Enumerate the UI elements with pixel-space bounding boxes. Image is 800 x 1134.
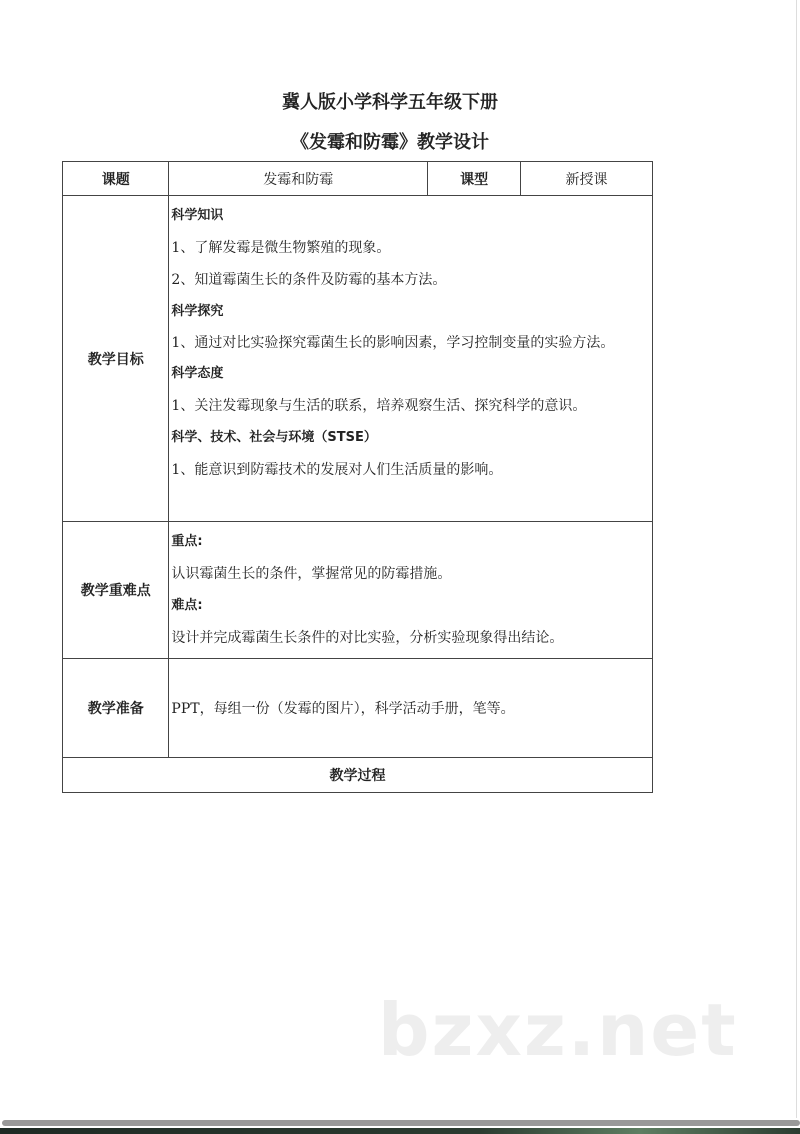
lesson-plan-table (62, 161, 653, 793)
goals-content (169, 196, 653, 522)
table-row (63, 196, 653, 522)
goals-heading: 科学知识 (171, 208, 224, 223)
prep-label: 教学准备 (63, 659, 169, 758)
process-label: 教学过程 (63, 758, 653, 793)
desktop-background (0, 1128, 800, 1134)
prep-value: PPT，每组一份（发霉的图片），科学活动手册，笔等。 (169, 659, 653, 758)
type-label: 课型 (428, 162, 521, 196)
key-points-label: 教学重难点 (63, 522, 169, 659)
goals-heading: 科学态度 (171, 366, 224, 381)
goals-label: 教学目标 (63, 196, 169, 522)
goals-item: 1、关注发霉现象与生活的联系，培养观察生活、探究科学的意识。 (171, 398, 587, 414)
topic-label: 课题 (63, 162, 169, 196)
document-subtitle: 《发霉和防霉》教学设计 (291, 132, 489, 153)
page-edge (796, 0, 797, 1118)
document-title: 冀人版小学科学五年级下册 (282, 92, 498, 113)
table-row (63, 162, 653, 196)
table-row (63, 659, 653, 758)
difficulty-heading: 难点: (171, 598, 203, 613)
table-row (63, 758, 653, 793)
goals-item: 2、知道霉菌生长的条件及防霉的基本方法。 (171, 272, 447, 288)
horizontal-scrollbar[interactable] (0, 1119, 800, 1128)
goals-item: 1、了解发霉是微生物繁殖的现象。 (171, 240, 391, 256)
type-value: 新授课 (521, 162, 653, 196)
key-points-content (169, 522, 653, 659)
topic-value: 发霉和防霉 (169, 162, 428, 196)
scrollbar-thumb[interactable] (2, 1120, 800, 1126)
goals-heading: 科学探究 (171, 304, 224, 319)
goals-item: 1、通过对比实验探究霉菌生长的影响因素，学习控制变量的实验方法。 (171, 335, 615, 351)
key-heading: 重点: (171, 534, 203, 549)
difficulty-item: 设计并完成霉菌生长条件的对比实验，分析实验现象得出结论。 (171, 630, 564, 646)
goals-heading: 科学、技术、社会与环境（STSE） (171, 430, 377, 445)
watermark: bzxz.net (378, 988, 738, 1072)
table-row (63, 522, 653, 659)
goals-item: 1、能意识到防霉技术的发展对人们生活质量的影响。 (171, 462, 503, 478)
key-item: 认识霉菌生长的条件，掌握常见的防霉措施。 (171, 566, 452, 582)
